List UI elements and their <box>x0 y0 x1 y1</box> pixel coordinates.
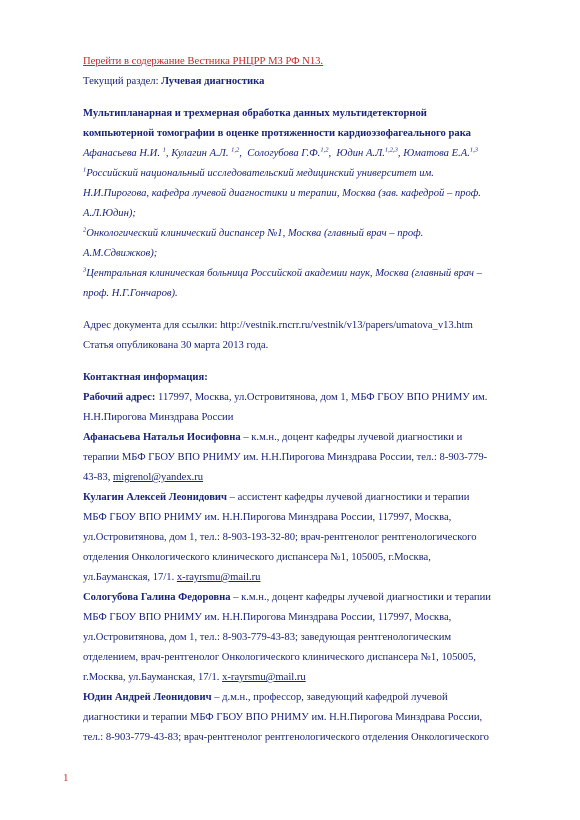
contact-line: МБФ ГБОУ ВПО РНИМУ им. Н.Н.Пирогова Минздрава России, 117997, Москва, <box>83 512 452 523</box>
work-address-text: 117997, Москва, ул.Островитянова, дом 1, МБФ ГБОУ ВПО РНИМУ им. <box>155 392 488 403</box>
document-page <box>83 52 553 748</box>
work-address <box>83 388 553 408</box>
contact-text: ул.Бауманская, 17/1. <box>83 572 177 583</box>
contact-person-1 <box>83 428 553 448</box>
separator: – <box>230 592 242 603</box>
contact-line: тел.: 8-903-779-43-83; врач-рентгенолог рентгенологического отделения Онкологического <box>83 732 489 743</box>
contacts-heading: Контактная информация: <box>83 372 208 383</box>
affiliation-1 <box>83 164 553 184</box>
separator: – <box>227 492 238 503</box>
author-sup: 1,2 <box>320 146 329 154</box>
contact-line: терапии МБФ ГБОУ ВПО РНИМУ им. Н.Н.Пирогова Минздрава России, тел.: 8-903-779- <box>83 452 488 463</box>
authors-line: Афанасьева Н.И. $^1$, Кулагин А.Л. $^{1,2}$, Сологубова Г.Ф.$^{1,2}$, Юдин А.Л.$^{1,2,3}$, Юматова Е.А.$^{1,3}$ <box>83 146 478 159</box>
section-name: Лучевая диагностика <box>161 76 265 87</box>
person-name: Кулагин Алексей Леонидович <box>83 492 227 503</box>
person-name: Афанасьева Наталья Иосифовна <box>83 432 241 443</box>
person-info: д.м.н., профессор, заведующий кафедрой лучевой <box>222 692 448 703</box>
person-info: к.м.н., доцент кафедры лучевой диагностики и <box>251 432 463 443</box>
email-link[interactable]: migrenol@yandex.ru <box>113 472 204 483</box>
section-prefix: Текущий раздел: <box>83 76 162 87</box>
author-sup: 1 <box>162 146 166 154</box>
author-name: Сологубова Г.Ф. <box>247 148 321 159</box>
author-name: Юматова Е.А. <box>403 148 470 159</box>
current-section <box>83 72 553 92</box>
contact-line <box>83 568 553 588</box>
article-title-line2: компьютерной томографии в оценке протяженности кардиоэзофагеального рака <box>83 128 471 139</box>
page-number: 1 <box>63 772 69 784</box>
work-address-line2: Н.Н.Пирогова Минздрава России <box>83 412 234 423</box>
affiliation-1-line2: Н.И.Пирогова, кафедра лучевой диагностики и терапии, Москва (зав. кафедрой – проф. <box>83 188 481 199</box>
contact-line: МБФ ГБОУ ВПО РНИМУ им. Н.Н.Пирогова Минздрава России, 117997, Москва, <box>83 612 452 623</box>
affiliation-sup: 3 <box>83 266 87 274</box>
affiliation-text: Центральная клиническая больница Российской академии наук, Москва (главный врач – <box>86 268 482 279</box>
contact-line <box>83 468 553 488</box>
email-link[interactable]: x-rayrsmu@mail.ru <box>222 672 306 683</box>
affiliation-2 <box>83 224 553 244</box>
affiliation-sup: 2 <box>83 226 87 234</box>
article-title-line1: Мультипланарная и трехмерная обработка данных мультидетекторной <box>83 108 427 119</box>
affiliation-1-line3: А.Л.Юдин); <box>83 208 136 219</box>
contact-line: ул.Островитянова, дом 1, тел.: 8-903-193-32-80; врач-рентгенолог рентгенологического <box>83 532 477 543</box>
contact-line: ул.Островитянова, дом 1, тел.: 8-903-779-43-83; заведующая рентгенологическим <box>83 632 452 643</box>
contact-person-3 <box>83 588 553 608</box>
contact-line: отделением, врач-рентгенолог Онкологического клинического диспансера №1, 105005, <box>83 652 476 663</box>
contact-line <box>83 668 553 688</box>
separator: – <box>211 692 223 703</box>
contact-person-4 <box>83 688 553 708</box>
person-name: Юдин Андрей Леонидович <box>83 692 212 703</box>
affiliation-text: Российский национальный исследовательский медицинский университет им. <box>86 168 434 179</box>
affiliation-text: Онкологический клинический диспансер №1, Москва (главный врач – проф. <box>86 228 424 239</box>
person-name: Сологубова Галина Федоровна <box>83 592 231 603</box>
author-sup: 1,2,3 <box>384 146 398 154</box>
separator: – <box>240 432 252 443</box>
publication-date: Статья опубликована 30 марта 2013 года. <box>83 340 269 351</box>
contact-text: г.Москва, ул.Бауманская, 17/1. <box>83 672 223 683</box>
affiliation-3-line2: проф. Н.Г.Гончаров). <box>83 288 178 299</box>
person-info: ассистент кафедры лучевой диагностики и терапии <box>237 492 470 503</box>
affiliation-2-line2: А.М.Сдвижков); <box>83 248 158 259</box>
work-address-label: Рабочий адрес: <box>83 392 156 403</box>
author-name: Кулагин А.Л. <box>171 148 229 159</box>
document-address: Адрес документа для ссылки: http://vestnik.rncrr.ru/vestnik/v13/papers/umatova_v13.htm <box>83 320 473 331</box>
author-sup: 1,3 <box>469 146 478 154</box>
email-link[interactable]: x-rayrsmu@mail.ru <box>176 572 261 583</box>
affiliation-3 <box>83 264 553 284</box>
author-name: Афанасьева Н.И. <box>83 148 160 159</box>
person-info: к.м.н., доцент кафедры лучевой диагностики и терапии <box>241 592 491 603</box>
contact-line: отделения Онкологического клинического диспансера №1, 105005, г.Москва, <box>83 552 431 563</box>
author-sup: 1,2 <box>231 146 240 154</box>
contact-text: 43-83, <box>83 472 114 483</box>
contact-person-2 <box>83 488 553 508</box>
contact-line: диагностики и терапии МБФ ГБОУ ВПО РНИМУ им. Н.Н.Пирогова Минздрава России, <box>83 712 483 723</box>
author-name: Юдин А.Л. <box>336 148 385 159</box>
affiliation-sup: 1 <box>83 166 87 174</box>
toc-link[interactable]: Перейти в содержание Вестника РНЦРР МЗ РФ N13. <box>83 56 324 67</box>
